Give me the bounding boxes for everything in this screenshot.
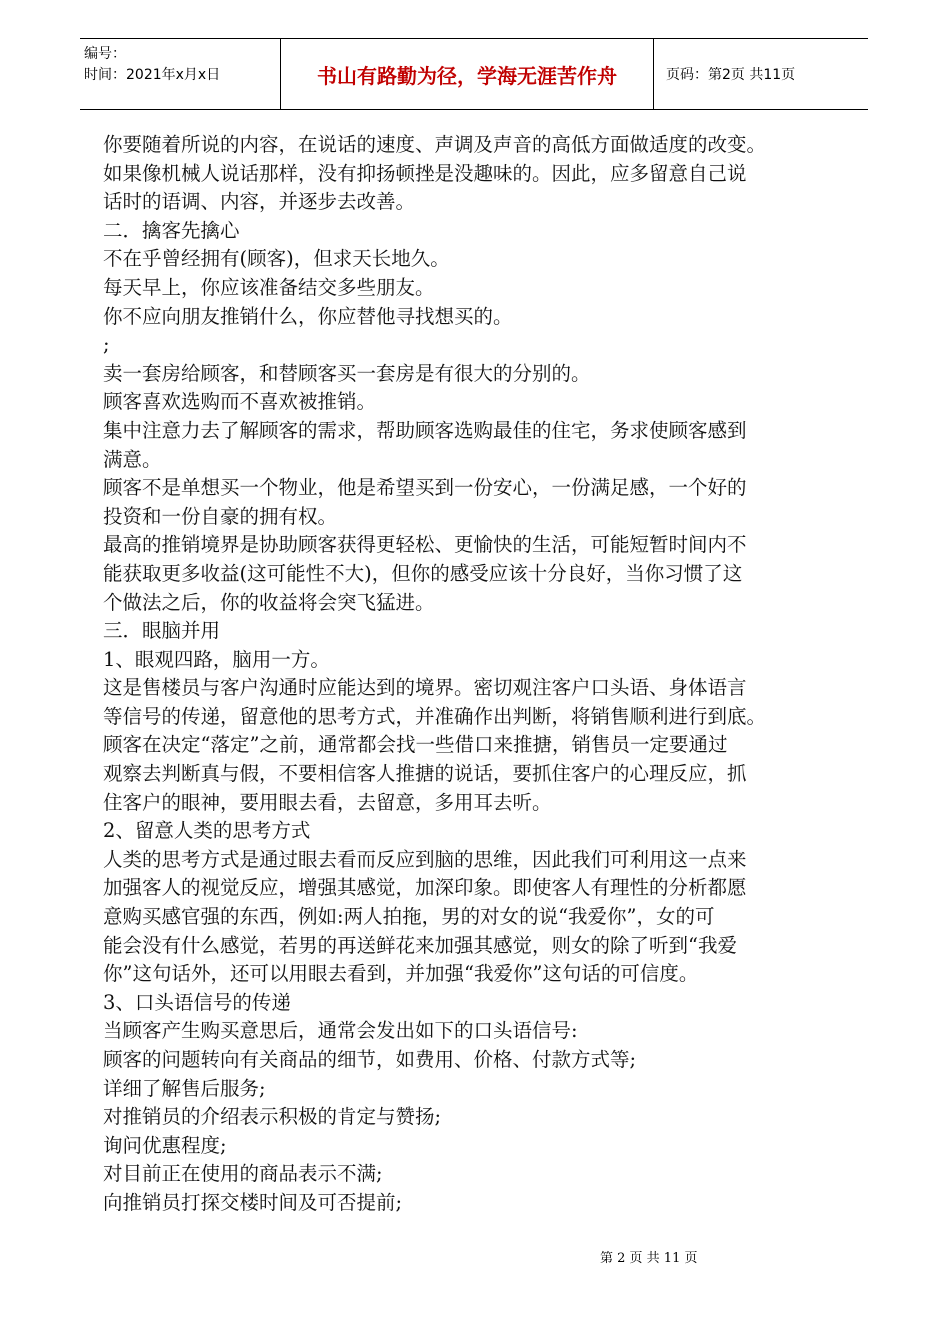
page-footer: 第 2 页 共 11 页 <box>600 1251 698 1266</box>
text-line: 话时的语调、内容，并逐步去改善。 <box>103 190 416 214</box>
text-line: ; <box>103 333 110 357</box>
text-line: 顾客喜欢选购而不喜欢被推销。 <box>103 390 377 414</box>
number-label: 编号： <box>84 46 126 62</box>
text-line: 住客户的眼神，要用眼去看，去留意，多用耳去听。 <box>103 790 552 814</box>
text-line: 能会没有什么感觉，若男的再送鲜花来加强其感觉，则女的除了听到“我爱 <box>103 933 737 957</box>
text-line: 你要随着所说的内容，在说话的速度、声调及声音的高低方面做适度的改变。 <box>103 133 767 156</box>
text-line: 观察去判断真与假，不要相信客人推搪的说话，要抓住客户的心理反应，抓 <box>103 762 747 786</box>
page-header <box>80 38 868 110</box>
text-line: 不在乎曾经拥有(顾客)，但求天长地久。 <box>103 247 450 271</box>
header-page-info: 页码：第2页 共11页 <box>666 67 796 83</box>
text-line: 当顾客产生购买意思后，通常会发出如下的口头语信号: <box>103 1019 578 1043</box>
text-line: 卖一套房给顾客，和替顾客买一套房是有很大的分别的。 <box>103 361 591 385</box>
text-line: 顾客不是单想买一个物业，他是希望买到一份安心，一份满足感，一个好的 <box>103 476 747 500</box>
text-line: 你不应向朋友推销什么，你应替他寻找想买的。 <box>103 304 513 328</box>
text-line: 投资和一份自豪的拥有权。 <box>103 504 338 528</box>
text-line: 详细了解售后服务; <box>103 1076 266 1100</box>
text-line: 顾客在决定“落定”之前，通常都会找一些借口来推搪，销售员一定要通过 <box>103 733 728 757</box>
text-line: 如果像机械人说话那样，没有抑扬顿挫是没趣味的。因此，应多留意自己说 <box>103 161 747 185</box>
subsection-heading: 1、眼观四路，脑用一方。 <box>103 647 330 671</box>
text-line: 每天早上，你应该准备结交多些朋友。 <box>103 275 435 299</box>
header-meta <box>80 39 280 109</box>
text-line: 意购买感官强的东西，例如:两人拍拖，男的对女的说“我爱你”，女的可 <box>103 905 715 929</box>
date-label: 时间：2021年x月x日 <box>84 67 221 83</box>
text-line: 集中注意力去了解顾客的需求，帮助顾客选购最佳的住宅，务求使顾客感到 <box>103 418 747 442</box>
text-line: 加强客人的视觉反应，增强其感觉，加深印象。即使客人有理性的分析都愿 <box>103 876 747 900</box>
section-heading: 二．擒客先擒心 <box>103 218 240 242</box>
document-body <box>103 131 863 1218</box>
text-line: 你”这句话外，还可以用眼去看到，并加强“我爱你”这句话的可信度。 <box>103 962 699 986</box>
text-line: 对推销员的介绍表示积极的肯定与赞扬; <box>103 1105 442 1129</box>
text-line: 顾客的问题转向有关商品的细节，如费用、价格、付款方式等; <box>103 1048 637 1071</box>
text-line: 满意。 <box>103 447 162 471</box>
text-line: 能获取更多收益(这可能性不大)，但你的感受应该十分良好，当你习惯了这 <box>103 561 743 585</box>
text-line: 最高的推销境界是协助顾客获得更轻松、更愉快的生活，可能短暂时间内不 <box>103 533 747 557</box>
text-line: 对目前正在使用的商品表示不满; <box>103 1162 383 1186</box>
subsection-heading: 2、留意人类的思考方式 <box>103 819 311 843</box>
header-motto: 书山有路勤为径，学海无涯苦作舟 <box>280 39 654 109</box>
text-line: 人类的思考方式是通过眼去看而反应到脑的思维，因此我们可利用这一点来 <box>103 847 747 871</box>
section-heading: 三．眼脑并用 <box>103 619 221 643</box>
text-line: 向推销员打探交楼时间及可否提前; <box>103 1190 403 1214</box>
text-line: 这是售楼员与客户沟通时应能达到的境界。密切观注客户口头语、身体语言 <box>103 676 747 700</box>
subsection-heading: 3、口头语信号的传递 <box>103 990 291 1014</box>
text-line: 等信号的传递，留意他的思考方式，并准确作出判断，将销售顺利进行到底。 <box>103 704 767 728</box>
text-line: 个做法之后，你的收益将会突飞猛进。 <box>103 590 435 614</box>
text-line: 询问优惠程度; <box>103 1133 227 1157</box>
